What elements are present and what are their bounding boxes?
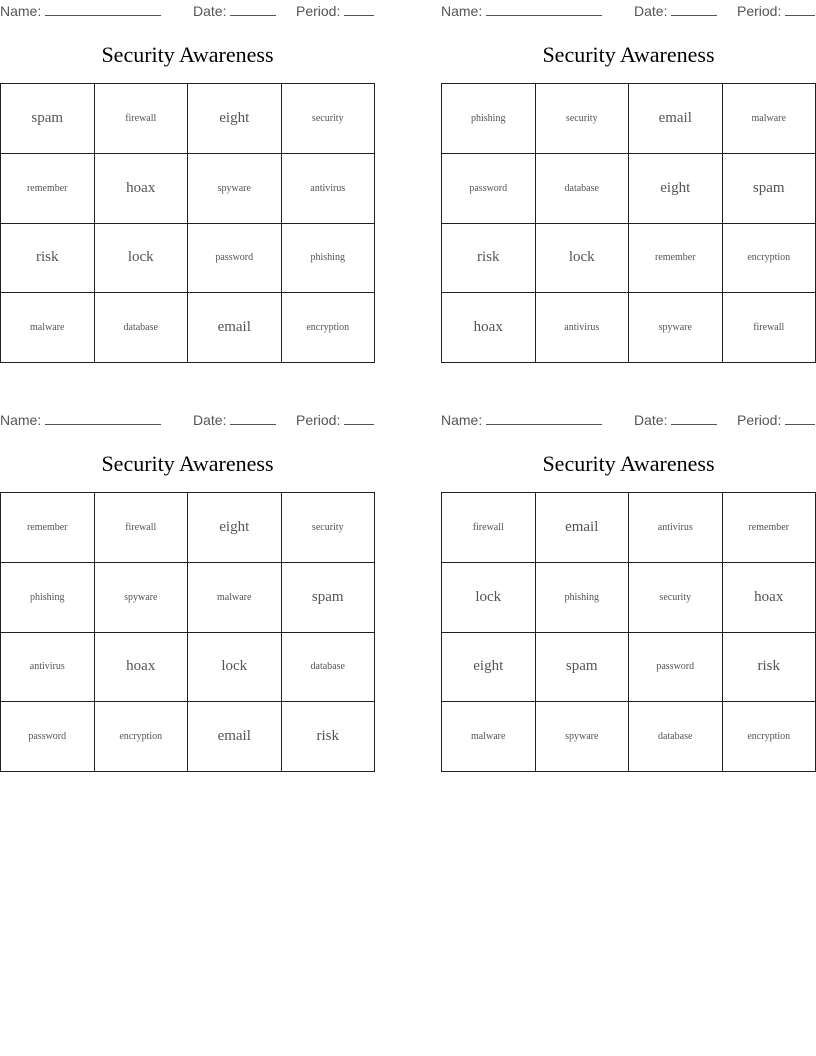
bingo-grid xyxy=(441,492,816,772)
student-info-line xyxy=(441,2,816,20)
name-field-blank[interactable] xyxy=(486,411,602,425)
bingo-cell[interactable]: database xyxy=(282,633,376,703)
bingo-grid xyxy=(0,83,375,363)
bingo-cell[interactable]: phishing xyxy=(1,563,95,633)
bingo-cell[interactable]: spyware xyxy=(629,293,723,363)
bingo-cell[interactable]: lock xyxy=(442,563,536,633)
bingo-cell[interactable]: eight xyxy=(188,493,282,563)
card-title: Security Awareness xyxy=(101,451,274,476)
name-field[interactable] xyxy=(0,2,161,20)
bingo-cell[interactable]: antivirus xyxy=(629,493,723,563)
name-field-blank[interactable] xyxy=(45,2,161,16)
bingo-cell[interactable]: malware xyxy=(723,84,816,154)
bingo-cell[interactable]: hoax xyxy=(442,293,536,363)
bingo-cell[interactable]: email xyxy=(629,84,723,154)
period-field-blank[interactable] xyxy=(344,411,374,425)
bingo-cell[interactable]: firewall xyxy=(723,293,816,363)
bingo-cell[interactable]: database xyxy=(95,293,189,363)
period-field-blank[interactable] xyxy=(785,411,815,425)
name-field-blank[interactable] xyxy=(45,411,161,425)
bingo-cell[interactable]: security xyxy=(282,84,376,154)
bingo-cell[interactable]: remember xyxy=(1,493,95,563)
bingo-cell[interactable]: risk xyxy=(723,633,816,703)
bingo-cell[interactable]: remember xyxy=(1,154,95,224)
bingo-cell[interactable]: risk xyxy=(442,224,536,294)
bingo-cell[interactable]: spam xyxy=(282,563,376,633)
name-field[interactable] xyxy=(441,411,602,429)
bingo-cell[interactable]: remember xyxy=(723,493,816,563)
name-field-label: Name: xyxy=(0,412,42,428)
bingo-cell[interactable]: spam xyxy=(1,84,95,154)
bingo-cell[interactable]: encryption xyxy=(282,293,376,363)
bingo-card xyxy=(441,409,816,774)
bingo-cell[interactable]: password xyxy=(188,224,282,294)
bingo-cell[interactable]: password xyxy=(1,702,95,772)
bingo-card xyxy=(0,0,375,365)
bingo-cell[interactable]: eight xyxy=(188,84,282,154)
date-field-label: Date: xyxy=(634,412,668,428)
bingo-cell[interactable]: firewall xyxy=(95,493,189,563)
bingo-cell[interactable]: eight xyxy=(442,633,536,703)
bingo-cell[interactable]: spyware xyxy=(536,702,630,772)
bingo-cell[interactable]: firewall xyxy=(442,493,536,563)
bingo-cell[interactable]: spam xyxy=(723,154,816,224)
date-field-blank[interactable] xyxy=(230,411,276,425)
bingo-cell[interactable]: email xyxy=(188,702,282,772)
bingo-cell[interactable]: password xyxy=(629,633,723,703)
bingo-cell[interactable]: hoax xyxy=(723,563,816,633)
period-field-label: Period: xyxy=(296,3,341,19)
date-field-blank[interactable] xyxy=(671,2,717,16)
student-info-line xyxy=(0,2,375,20)
bingo-cell[interactable]: phishing xyxy=(442,84,536,154)
bingo-cell[interactable]: antivirus xyxy=(282,154,376,224)
bingo-grid xyxy=(441,83,816,363)
bingo-cell[interactable]: encryption xyxy=(723,702,816,772)
period-field-label: Period: xyxy=(296,412,341,428)
period-field[interactable] xyxy=(737,2,815,20)
period-field-blank[interactable] xyxy=(785,2,815,16)
period-field-label: Period: xyxy=(737,412,782,428)
bingo-card xyxy=(0,409,375,774)
date-field[interactable] xyxy=(634,2,717,20)
name-field-label: Name: xyxy=(441,3,483,19)
bingo-card xyxy=(441,0,816,365)
card-title: Security Awareness xyxy=(542,451,715,476)
card-title: Security Awareness xyxy=(542,42,715,67)
date-field-blank[interactable] xyxy=(230,2,276,16)
bingo-cell[interactable]: email xyxy=(188,293,282,363)
bingo-cell[interactable]: antivirus xyxy=(1,633,95,703)
name-field[interactable] xyxy=(0,411,161,429)
period-field-label: Period: xyxy=(737,3,782,19)
bingo-cell[interactable]: lock xyxy=(536,224,630,294)
name-field-blank[interactable] xyxy=(486,2,602,16)
date-field-blank[interactable] xyxy=(671,411,717,425)
bingo-cell[interactable]: eight xyxy=(629,154,723,224)
period-field-blank[interactable] xyxy=(344,2,374,16)
student-info-line xyxy=(441,411,816,429)
bingo-cell[interactable]: phishing xyxy=(282,224,376,294)
bingo-cell[interactable]: antivirus xyxy=(536,293,630,363)
bingo-cell[interactable]: database xyxy=(629,702,723,772)
bingo-cell[interactable]: spam xyxy=(536,633,630,703)
date-field[interactable] xyxy=(193,411,276,429)
bingo-cell[interactable]: password xyxy=(442,154,536,224)
period-field[interactable] xyxy=(296,411,374,429)
date-field[interactable] xyxy=(634,411,717,429)
bingo-cell[interactable]: encryption xyxy=(95,702,189,772)
date-field-label: Date: xyxy=(193,3,227,19)
bingo-cell[interactable]: hoax xyxy=(95,154,189,224)
bingo-cell[interactable]: remember xyxy=(629,224,723,294)
bingo-cell[interactable]: email xyxy=(536,493,630,563)
date-field-label: Date: xyxy=(193,412,227,428)
bingo-cell[interactable]: spyware xyxy=(95,563,189,633)
bingo-cell[interactable]: malware xyxy=(442,702,536,772)
bingo-cell[interactable]: security xyxy=(629,563,723,633)
date-field[interactable] xyxy=(193,2,276,20)
card-title: Security Awareness xyxy=(101,42,274,67)
bingo-cell[interactable]: hoax xyxy=(95,633,189,703)
bingo-cell[interactable]: lock xyxy=(188,633,282,703)
name-field[interactable] xyxy=(441,2,602,20)
period-field[interactable] xyxy=(737,411,815,429)
bingo-cell[interactable]: spyware xyxy=(188,154,282,224)
bingo-cell[interactable]: malware xyxy=(188,563,282,633)
date-field-label: Date: xyxy=(634,3,668,19)
bingo-cell[interactable]: risk xyxy=(282,702,376,772)
bingo-cell[interactable]: malware xyxy=(1,293,95,363)
bingo-cell[interactable]: security xyxy=(536,84,630,154)
student-info-line xyxy=(0,411,375,429)
bingo-cell[interactable]: lock xyxy=(95,224,189,294)
bingo-cell[interactable]: phishing xyxy=(536,563,630,633)
period-field[interactable] xyxy=(296,2,374,20)
bingo-cell[interactable]: security xyxy=(282,493,376,563)
bingo-grid xyxy=(0,492,375,772)
name-field-label: Name: xyxy=(441,412,483,428)
bingo-cell[interactable]: database xyxy=(536,154,630,224)
bingo-cell[interactable]: risk xyxy=(1,224,95,294)
name-field-label: Name: xyxy=(0,3,42,19)
bingo-cell[interactable]: encryption xyxy=(723,224,816,294)
bingo-cell[interactable]: firewall xyxy=(95,84,189,154)
